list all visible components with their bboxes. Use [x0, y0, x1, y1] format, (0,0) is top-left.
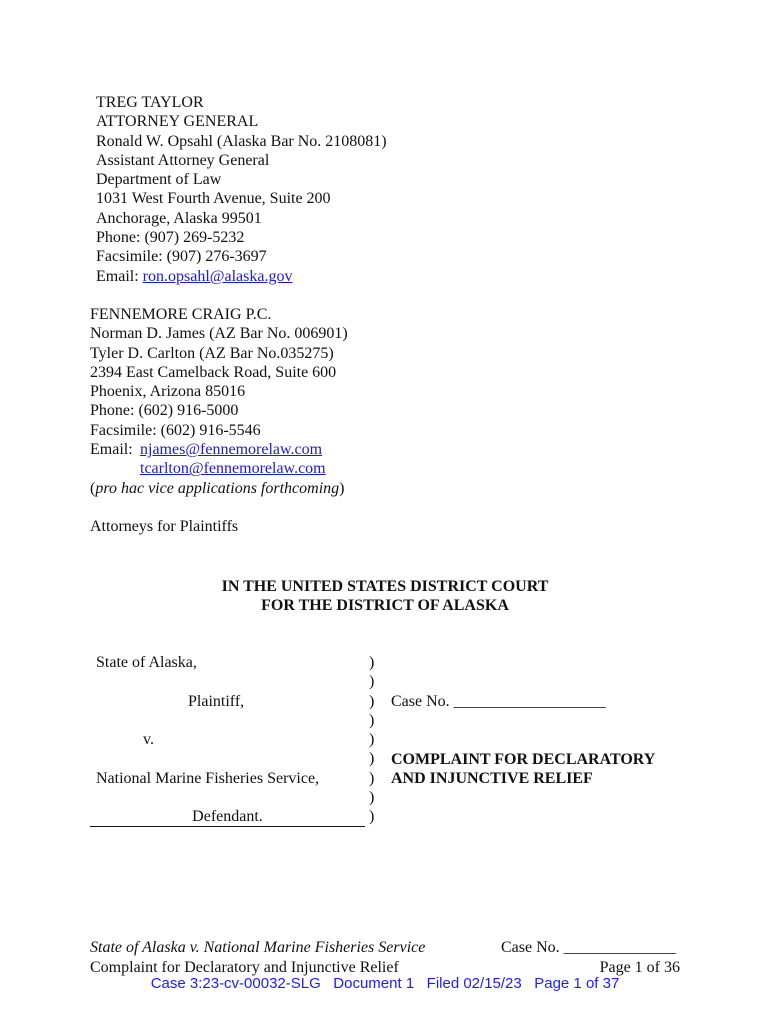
attorney-general-name: TREG TAYLOR: [96, 94, 204, 111]
caption-paren: ): [369, 808, 375, 826]
email-link-james[interactable]: njames@fennemorelaw.com: [140, 441, 323, 459]
pro-hac-vice-text: pro hac vice applications forthcoming: [95, 479, 340, 497]
caption-paren: ): [369, 789, 375, 807]
firm-street-address: 2394 East Camelback Road, Suite 600: [90, 363, 337, 381]
phone-number: Phone: (907) 269-5232: [96, 229, 245, 247]
caption-paren: ): [369, 711, 375, 729]
case-number-blank: Case No. ___________________: [391, 692, 606, 710]
caption-paren: ): [369, 673, 375, 691]
firm-city-state-zip: Phoenix, Arizona 85016: [90, 383, 246, 401]
footer-case-number: Case No. ______________: [501, 939, 676, 956]
caption-paren: ): [369, 692, 375, 710]
complaint-title-line-1: COMPLAINT FOR DECLARATORY: [391, 750, 656, 768]
caption-paren: ): [369, 731, 375, 749]
email-link-opsahl[interactable]: ron.opsahl@alaska.gov: [142, 267, 293, 285]
email-label: Email:: [96, 267, 139, 285]
city-state-zip: Anchorage, Alaska 99501: [96, 209, 262, 227]
firm-phone-number: Phone: (602) 916-5000: [90, 402, 239, 420]
pro-hac-vice-note: [90, 479, 348, 498]
versus: v.: [143, 731, 154, 749]
case-caption: [0, 653, 770, 833]
firm-email-line-2: [90, 459, 348, 478]
ecf-page-count: Page 1 of 37: [534, 975, 620, 992]
pro-hac-open-paren: (: [90, 479, 96, 497]
firm-counsel-block: [90, 305, 348, 498]
pro-hac-close-paren: ): [339, 479, 345, 497]
caption-paren: ): [369, 750, 375, 768]
caption-paren: ): [369, 769, 375, 787]
caption-paren-column: [369, 653, 374, 827]
fax-number: Facsimile: (907) 276-3697: [96, 248, 267, 266]
plaintiff-role: Plaintiff,: [188, 692, 245, 710]
department-name: Department of Law: [96, 171, 222, 189]
email-line: [96, 267, 387, 286]
footer-page-number: Page 1 of 36: [599, 959, 680, 976]
ecf-filing-stamp: [0, 976, 770, 992]
court-name-line-2: FOR THE DISTRICT OF ALASKA: [261, 597, 509, 615]
ecf-case-number: Case 3:23-cv-00032-SLG: [150, 975, 321, 992]
defendant-role: Defendant.: [90, 807, 365, 827]
counsel-title: Assistant Attorney General: [96, 151, 270, 169]
counsel-name-james: Norman D. James (AZ Bar No. 006901): [90, 325, 348, 343]
counsel-name-carlton: Tyler D. Carlton (AZ Bar No.035275): [90, 344, 334, 362]
firm-email-line: [90, 440, 348, 459]
attorneys-for-label: Attorneys for Plaintiffs: [90, 518, 239, 535]
ecf-document-number: Document 1: [333, 975, 415, 992]
street-address: 1031 West Fourth Avenue, Suite 200: [96, 190, 331, 208]
ecf-filed-date: Filed 02/15/23: [426, 975, 522, 992]
footer-short-title: State of Alaska v. National Marine Fisheries Service: [90, 939, 426, 956]
law-firm-name: FENNEMORE CRAIG P.C.: [90, 306, 272, 323]
state-counsel-block: [96, 93, 387, 286]
attorney-general-title: ATTORNEY GENERAL: [96, 113, 259, 131]
email-link-carlton[interactable]: tcarlton@fennemorelaw.com: [140, 460, 326, 478]
footer-document-title: Complaint for Declaratory and Injunctive Relief: [90, 959, 399, 976]
caption-paren: ): [369, 654, 375, 671]
counsel-name-opsahl: Ronald W. Opsahl (Alaska Bar No. 2108081): [96, 132, 387, 150]
defendant-name: National Marine Fisheries Service,: [96, 769, 320, 787]
firm-fax-number: Facsimile: (602) 916-5546: [90, 421, 261, 439]
complaint-title-line-2: AND INJUNCTIVE RELIEF: [391, 769, 593, 787]
plaintiff-name: State of Alaska,: [96, 654, 197, 671]
court-name-line-1: IN THE UNITED STATES DISTRICT COURT: [221, 578, 549, 595]
firm-email-label: Email:: [90, 441, 133, 459]
